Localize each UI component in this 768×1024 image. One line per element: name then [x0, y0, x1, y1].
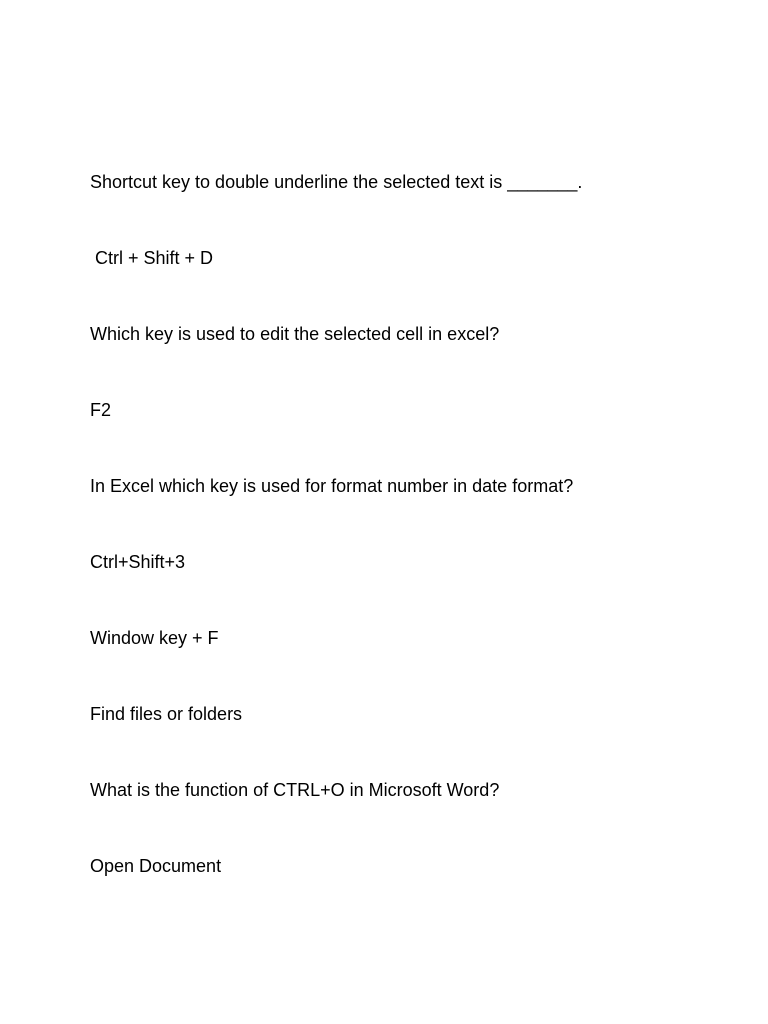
question-window-key-f: Window key + F	[90, 628, 219, 648]
question-date-format: In Excel which key is used for format number in date format?	[90, 476, 574, 496]
answer-window-key-f: Find files or folders	[90, 704, 243, 724]
question-double-underline: Shortcut key to double underline the selected text is _______.	[90, 172, 583, 192]
answer-edit-cell: F2	[90, 400, 112, 420]
question-edit-cell: Which key is used to edit the selected cell in excel?	[90, 324, 500, 344]
answer-ctrl-o: Open Document	[90, 856, 222, 876]
answer-date-format: Ctrl+Shift+3	[90, 552, 186, 572]
answer-double-underline: Ctrl + Shift + D	[90, 248, 214, 268]
question-ctrl-o: What is the function of CTRL+O in Microsoft Word?	[90, 780, 500, 800]
